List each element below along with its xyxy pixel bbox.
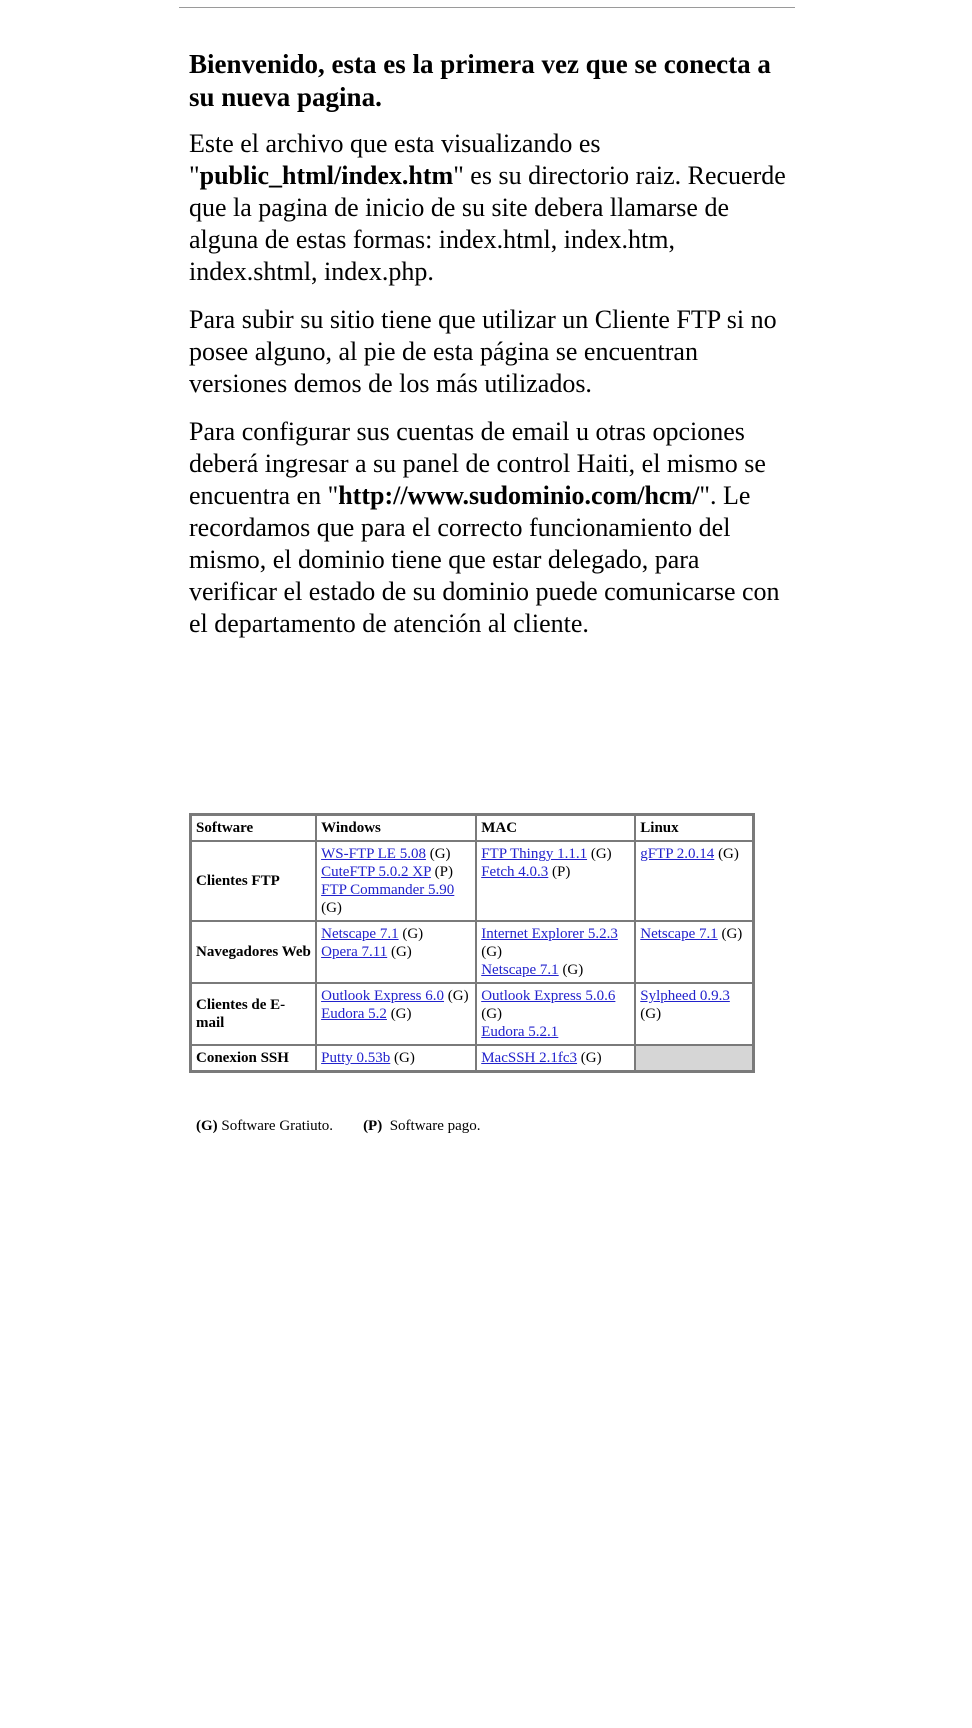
intro-paragraph-ftp: Para subir su sitio tiene que utilizar un Cliente FTP si no posee alguno, al pie de esta página se encuentran versiones demos de los más utilizados.: [189, 305, 777, 398]
software-download-link[interactable]: MacSSH 2.1fc3: [481, 1050, 578, 1066]
table-row: [191, 921, 753, 983]
legend-free-key: (G): [196, 1118, 218, 1134]
software-table: [189, 813, 755, 1073]
software-download-link[interactable]: Internet Explorer 5.2.3: [481, 926, 618, 942]
intro-paragraph-panel: [189, 416, 789, 640]
index-file-path: public_html/index.htm: [199, 161, 454, 190]
legend-paid-key: (P): [363, 1118, 383, 1134]
cell-mac: [476, 841, 635, 921]
intro-p1-text-c: " es su directorio raiz. Recuerde que la pagina de inicio de su site debera llamarse de alguna de estas formas: index.html, index.htm, index.shtml, index.php.: [189, 161, 786, 286]
row-category-label: Clientes de E-mail: [191, 983, 316, 1045]
table-row: [191, 841, 753, 921]
software-download-link[interactable]: Outlook Express 6.0: [321, 988, 445, 1004]
software-download-link[interactable]: CuteFTP 5.0.2 XP: [321, 864, 431, 880]
software-download-link[interactable]: Netscape 7.1: [321, 926, 399, 942]
license-tag: (G): [390, 944, 412, 960]
header-software: Software: [191, 815, 316, 841]
software-download-link[interactable]: Fetch 4.0.3: [481, 864, 549, 880]
software-download-link[interactable]: Sylpheed 0.9.3: [640, 988, 730, 1004]
row-category-label: Clientes FTP: [191, 841, 316, 921]
software-download-link[interactable]: Eudora 5.2: [321, 1006, 387, 1022]
cell-linux: [635, 921, 753, 983]
header-mac: MAC: [476, 815, 635, 841]
software-download-link[interactable]: WS-FTP LE 5.08: [321, 846, 426, 862]
header-windows: Windows: [316, 815, 476, 841]
software-download-link[interactable]: Putty 0.53b: [321, 1050, 391, 1066]
license-tag: (P): [434, 864, 453, 880]
license-tag: (G): [394, 1050, 415, 1066]
software-table-header-row: [191, 815, 753, 841]
software-download-link[interactable]: Outlook Express 5.0.6: [481, 988, 616, 1004]
table-row: [191, 1045, 753, 1071]
cell-linux: [635, 841, 753, 921]
cell-mac: [476, 1045, 635, 1071]
license-tag: (G): [481, 1006, 503, 1022]
license-tag: (G): [429, 846, 451, 862]
cell-mac: [476, 921, 635, 983]
license-tag: (G): [721, 926, 743, 942]
pricing-legend: [196, 1117, 481, 1135]
license-tag: (G): [321, 900, 342, 916]
software-download-link[interactable]: FTP Commander 5.90: [321, 882, 455, 898]
intro-paragraph-index: [189, 128, 789, 288]
header-linux: Linux: [635, 815, 753, 841]
table-row: [191, 983, 753, 1045]
software-download-link[interactable]: Netscape 7.1: [481, 962, 559, 978]
license-tag: (G): [402, 926, 424, 942]
welcome-heading: Bienvenido, esta es la primera vez que se conecta a su nueva pagina.: [189, 49, 771, 112]
license-tag: (G): [590, 846, 612, 862]
intro-p3-text-a: Para configurar sus cuentas de email u otras opciones deberá ingresar a su panel de control Haiti, el mismo se encuentra en ": [189, 417, 766, 510]
software-download-link[interactable]: FTP Thingy 1.1.1: [481, 846, 588, 862]
welcome-content: [189, 48, 789, 656]
control-panel-url: http://www.sudominio.com/hcm/: [338, 481, 700, 510]
software-download-link[interactable]: gFTP 2.0.14: [640, 846, 715, 862]
cell-mac: [476, 983, 635, 1045]
license-tag: (G): [447, 988, 469, 1004]
license-tag: (P): [552, 864, 571, 880]
cell-windows: [316, 1045, 476, 1071]
legend-free-text: Software Gratiuto.: [217, 1118, 334, 1134]
license-tag: (G): [718, 846, 739, 862]
software-download-link[interactable]: Eudora 5.2.1: [481, 1024, 559, 1040]
software-download-link[interactable]: Opera 7.11: [321, 944, 388, 960]
intro-p3-text-c: ". Le recordamos que para el correcto funcionamiento del mismo, el dominio tiene que estar delegado, para verificar el estado de su dominio puede comunicarse con el departamento de atención al cliente.: [189, 481, 780, 638]
license-tag: (G): [481, 944, 503, 960]
license-tag: (G): [390, 1006, 412, 1022]
cell-windows: [316, 841, 476, 921]
cell-windows: [316, 983, 476, 1045]
cell-linux: [635, 983, 753, 1045]
row-category-label: Navegadores Web: [191, 921, 316, 983]
row-category-label: Conexion SSH: [191, 1045, 316, 1071]
license-tag: (G): [640, 1006, 662, 1022]
legend-paid-text: Software pago.: [382, 1118, 481, 1134]
license-tag: (G): [580, 1050, 602, 1066]
top-horizontal-rule: [179, 7, 795, 8]
cell-linux: [635, 1045, 753, 1071]
intro-p1-text-a: Este el archivo que esta visualizando es ": [189, 129, 601, 190]
cell-windows: [316, 921, 476, 983]
software-download-link[interactable]: Netscape 7.1: [640, 926, 718, 942]
license-tag: (G): [562, 962, 584, 978]
